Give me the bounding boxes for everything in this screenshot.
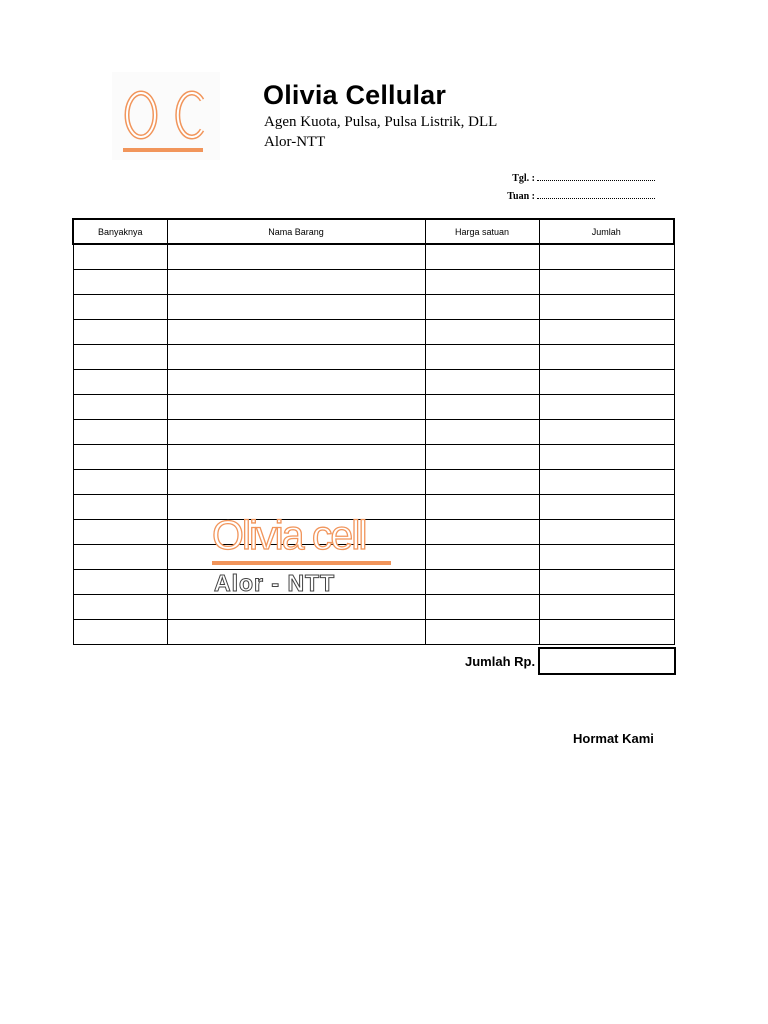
watermark-name: Olivia cell [212, 512, 366, 558]
total-amount-field[interactable] [538, 647, 676, 675]
table-row [73, 595, 674, 620]
cell-amount[interactable] [539, 295, 674, 320]
table-row [73, 270, 674, 295]
cell-unit-price[interactable] [425, 345, 539, 370]
cell-amount[interactable] [539, 620, 674, 645]
cell-item-name[interactable] [167, 595, 425, 620]
cell-amount[interactable] [539, 545, 674, 570]
cell-unit-price[interactable] [425, 370, 539, 395]
date-field[interactable] [450, 172, 656, 184]
cell-unit-price[interactable] [425, 470, 539, 495]
cell-amount[interactable] [539, 470, 674, 495]
cell-item-name[interactable] [167, 244, 425, 270]
cell-quantity[interactable] [73, 470, 167, 495]
table-row [73, 545, 674, 570]
cell-unit-price[interactable] [425, 320, 539, 345]
cell-amount[interactable] [539, 570, 674, 595]
cell-quantity[interactable] [73, 620, 167, 645]
cell-unit-price[interactable] [425, 445, 539, 470]
table-body [73, 244, 674, 645]
table-row [73, 520, 674, 545]
company-name: Olivia Cellular [263, 80, 447, 110]
column-header-amount: Jumlah [539, 219, 674, 244]
cell-amount[interactable] [539, 595, 674, 620]
table-row [73, 620, 674, 645]
oc-logo-icon [118, 78, 214, 158]
cell-quantity[interactable] [73, 270, 167, 295]
cell-unit-price[interactable] [425, 420, 539, 445]
date-label: Tgl. : [512, 173, 535, 184]
closing-signature: Hormat Kami [573, 731, 654, 746]
company-location: Alor-NTT [264, 134, 326, 150]
cell-item-name[interactable] [167, 620, 425, 645]
table-row [73, 244, 674, 270]
column-header-item-name: Nama Barang [167, 219, 425, 244]
cell-quantity[interactable] [73, 295, 167, 320]
watermark-location: Alor - NTT [214, 570, 336, 596]
total-label: Jumlah Rp. [465, 654, 536, 669]
invoice-table [72, 218, 675, 645]
cell-quantity[interactable] [73, 445, 167, 470]
cell-unit-price[interactable] [425, 295, 539, 320]
table-row [73, 320, 674, 345]
cell-quantity[interactable] [73, 595, 167, 620]
table-row [73, 570, 674, 595]
cell-quantity[interactable] [73, 345, 167, 370]
cell-unit-price[interactable] [425, 520, 539, 545]
cell-unit-price[interactable] [425, 570, 539, 595]
cell-item-name[interactable] [167, 395, 425, 420]
cell-quantity[interactable] [73, 395, 167, 420]
cell-item-name[interactable] [167, 445, 425, 470]
cell-amount[interactable] [539, 445, 674, 470]
cell-amount[interactable] [539, 420, 674, 445]
cell-amount[interactable] [539, 244, 674, 270]
cell-quantity[interactable] [73, 320, 167, 345]
watermark-underline [212, 561, 391, 565]
company-tagline: Agen Kuota, Pulsa, Pulsa Listrik, DLL [264, 114, 498, 130]
cell-amount[interactable] [539, 320, 674, 345]
date-line [537, 172, 655, 181]
cell-item-name[interactable] [167, 420, 425, 445]
customer-field[interactable] [450, 190, 656, 202]
cell-unit-price[interactable] [425, 395, 539, 420]
table-row [73, 420, 674, 445]
cell-quantity[interactable] [73, 520, 167, 545]
table-row [73, 295, 674, 320]
cell-unit-price[interactable] [425, 495, 539, 520]
cell-amount[interactable] [539, 345, 674, 370]
cell-item-name[interactable] [167, 345, 425, 370]
column-header-unit-price: Harga satuan [425, 219, 539, 244]
cell-item-name[interactable] [167, 370, 425, 395]
cell-amount[interactable] [539, 370, 674, 395]
cell-item-name[interactable] [167, 295, 425, 320]
table-row [73, 395, 674, 420]
column-header-quantity: Banyaknya [73, 219, 167, 244]
cell-item-name[interactable] [167, 320, 425, 345]
table-row [73, 445, 674, 470]
customer-line [537, 190, 655, 199]
cell-amount[interactable] [539, 395, 674, 420]
cell-quantity[interactable] [73, 545, 167, 570]
cell-quantity[interactable] [73, 570, 167, 595]
cell-quantity[interactable] [73, 370, 167, 395]
cell-amount[interactable] [539, 495, 674, 520]
cell-unit-price[interactable] [425, 270, 539, 295]
table-row [73, 495, 674, 520]
table-row [73, 345, 674, 370]
cell-unit-price[interactable] [425, 244, 539, 270]
cell-unit-price[interactable] [425, 620, 539, 645]
cell-amount[interactable] [539, 270, 674, 295]
table-row [73, 470, 674, 495]
cell-unit-price[interactable] [425, 545, 539, 570]
cell-unit-price[interactable] [425, 595, 539, 620]
customer-label: Tuan : [507, 191, 535, 202]
table-header-row [73, 219, 674, 244]
cell-amount[interactable] [539, 520, 674, 545]
table-row [73, 370, 674, 395]
cell-quantity[interactable] [73, 420, 167, 445]
cell-quantity[interactable] [73, 244, 167, 270]
cell-item-name[interactable] [167, 470, 425, 495]
cell-item-name[interactable] [167, 270, 425, 295]
cell-quantity[interactable] [73, 495, 167, 520]
